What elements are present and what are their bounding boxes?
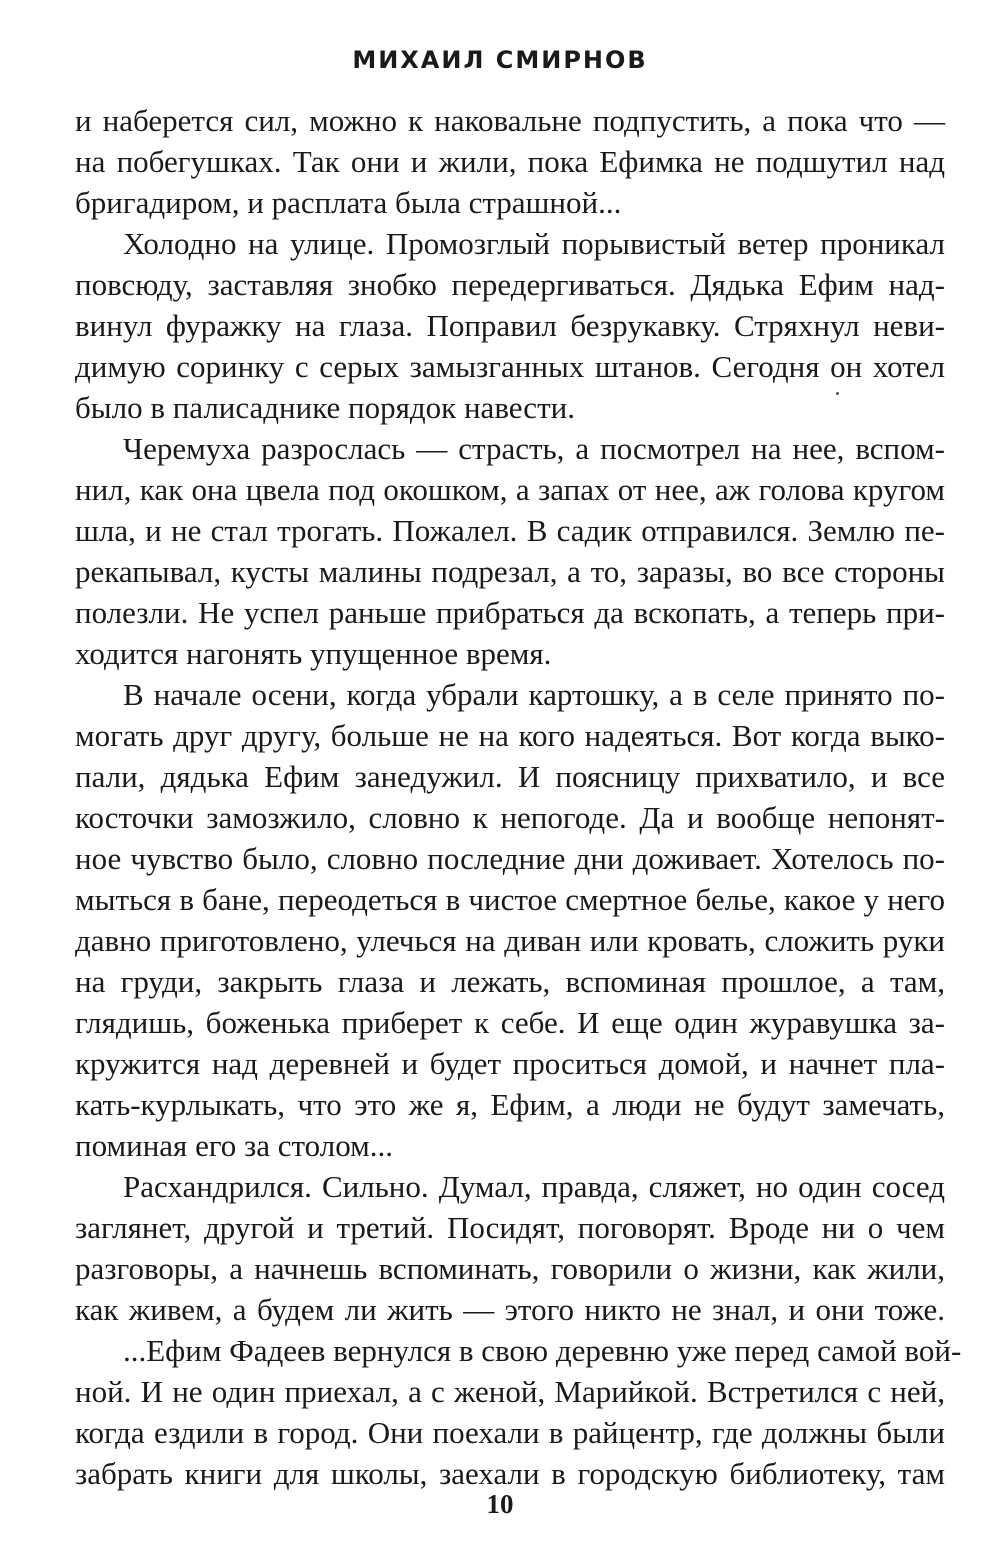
text-line: шла, и не стал трогать. Пожалел. В садик отправился. Землю пе- xyxy=(75,513,945,548)
paragraph-first-line: Расхандрился. Сильно. Думал, правда, сляжет, но один сосед xyxy=(123,1169,945,1204)
text-line: пали, дядька Ефим занедужил. И поясницу прихватило, и все xyxy=(75,759,945,794)
text-line: поминая его за столом... xyxy=(75,1128,394,1163)
print-speck xyxy=(836,392,839,395)
text-line: было в палисаднике порядок навести. xyxy=(75,390,575,425)
text-line: забрать книги для школы, заехали в городскую библиотеку, там xyxy=(75,1456,945,1491)
text-line: кружится над деревней и будет проситься домой, и начнет пла- xyxy=(75,1046,945,1081)
text-line: кать-курлыкать, что это же я, Ефим, а люди не будут замечать, xyxy=(75,1087,945,1122)
text-line: могать друг другу, больше не на кого надеяться. Вот когда выко- xyxy=(75,718,945,753)
paragraph-first-line: Черемуха разрослась — страсть, а посмотрел на нее, вспом- xyxy=(123,431,945,466)
text-line: когда ездили в город. Они поехали в райцентр, где должны были xyxy=(75,1415,945,1450)
text-line: бригадиром, и расплата была страшной... xyxy=(75,185,622,220)
paragraph-first-line: ...Ефим Фадеев вернулся в свою деревню уже перед самой вой- xyxy=(123,1333,962,1368)
text-line: димую соринку с серых замызганных штанов. Сегодня он хотел xyxy=(75,349,945,384)
text-line: ходится нагонять упущенное время. xyxy=(75,636,552,671)
body-text xyxy=(75,100,962,1494)
text-line: косточки замозжило, словно к непогоде. Да и вообще непонят- xyxy=(75,800,945,835)
text-line: винул фуражку на глаза. Поправил безрукавку. Стряхнул неви- xyxy=(75,308,945,343)
paragraph-first-line: В начале осени, когда убрали картошку, а в селе принято по- xyxy=(123,677,945,712)
text-line: на побегушках. Так они и жили, пока Ефимка не подшутил над xyxy=(75,144,945,179)
text-line: разговоры, а начнешь вспоминать, говорили о жизни, как жили, xyxy=(75,1251,945,1286)
text-line: полезли. Не успел раньше прибраться да вскопать, а теперь при- xyxy=(75,595,945,630)
text-line: нил, как она цвела под окошком, а запах от нее, аж голова кругом xyxy=(75,472,945,507)
text-line: заглянет, другой и третий. Посидят, поговорят. Вроде ни о чем xyxy=(75,1210,945,1245)
text-line: рекапывал, кусты малины подрезал, а то, заразы, во все стороны xyxy=(75,554,945,589)
paragraph-first-line: Холодно на улице. Промозглый порывистый ветер проникал xyxy=(123,226,945,261)
text-line: ной. И не один приехал, а с женой, Марийкой. Встретился с ней, xyxy=(75,1374,945,1409)
page-number: 10 xyxy=(486,1489,514,1519)
text-line: глядишь, боженька приберет к себе. И еще один журавушка за- xyxy=(75,1005,945,1040)
text-line: повсюду, заставляя знобко передергиваться. Дядька Ефим над- xyxy=(75,267,945,302)
text-line: давно приготовлено, улечься на диван или кровать, сложить руки xyxy=(75,923,945,958)
text-line: ное чувство было, словно последние дни доживает. Хотелось по- xyxy=(75,841,945,876)
text-line: и наберется сил, можно к наковальне подпустить, а пока что — xyxy=(75,103,945,138)
text-line: на груди, закрыть глаза и лежать, вспоминая прошлое, а там, xyxy=(75,964,945,999)
text-line: мыться в бане, переодеться в чистое смертное белье, какое у него xyxy=(75,882,945,917)
text-line: как живем, а будем ли жить — этого никто не знал, и они тоже. xyxy=(75,1292,945,1327)
running-head-author: МИХАИЛ СМИРНОВ xyxy=(352,46,648,74)
